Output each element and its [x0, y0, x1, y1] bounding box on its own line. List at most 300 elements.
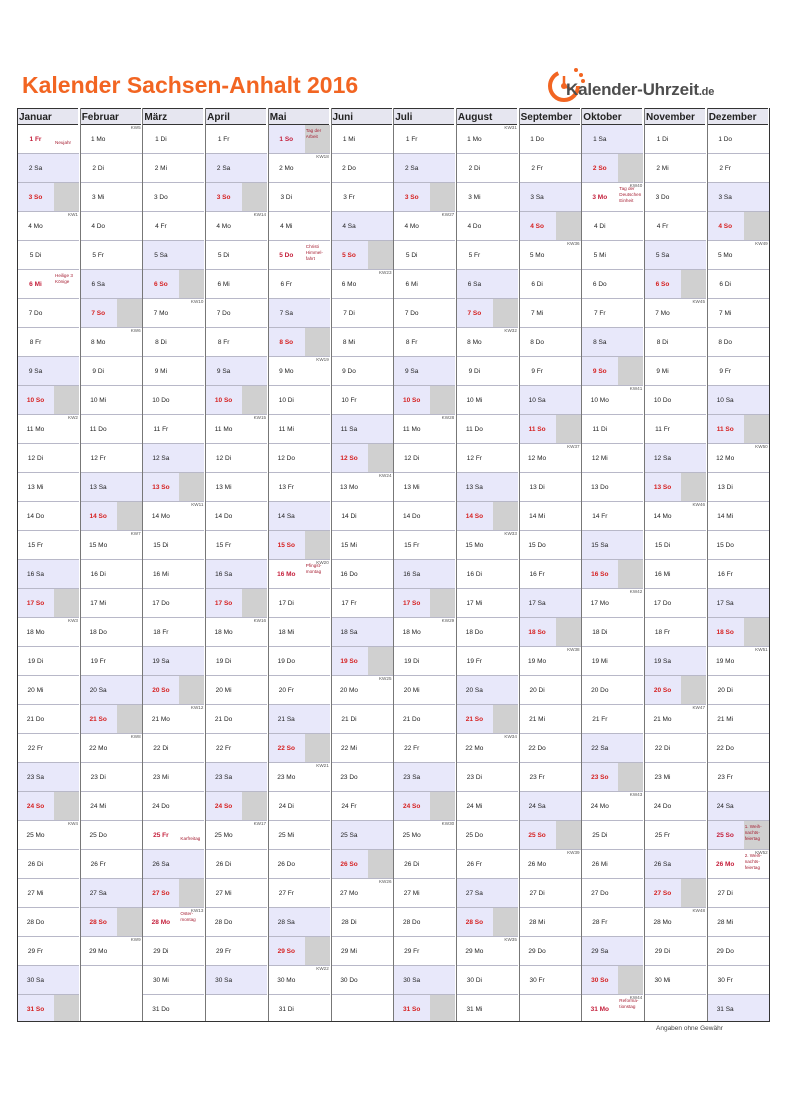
day-label: 22 Sa [581, 734, 618, 762]
day-label: 9 Mo [279, 367, 294, 375]
day-note-area [430, 473, 455, 501]
day-note-area [242, 705, 267, 733]
day-cell [142, 241, 204, 270]
day-note-area [493, 676, 518, 704]
day-note-area [54, 415, 79, 443]
week-number: KW40 [629, 183, 643, 188]
day-cell [205, 502, 267, 531]
day-cell [205, 937, 267, 966]
day-note-area [305, 531, 330, 559]
day-label: 24 Sa [707, 792, 744, 820]
week-number: KW19 [316, 357, 329, 362]
day-note-area [618, 299, 643, 327]
day-note-area [54, 937, 79, 965]
day-label: 6 Sa [456, 270, 493, 298]
day-note-area [430, 763, 455, 791]
day-note-area [54, 241, 79, 269]
day-label: 4 Do [467, 222, 482, 230]
column-divider [393, 108, 394, 1022]
day-label: 5 So [331, 241, 368, 269]
day-note-area [493, 357, 518, 385]
day-note-area [179, 531, 204, 559]
day-cell [707, 618, 769, 647]
day-note-area [179, 444, 204, 472]
day-note-area [305, 241, 330, 269]
day-note-area [242, 415, 267, 443]
day-note-area [117, 908, 142, 936]
day-label: 19 So [331, 647, 368, 675]
day-label: 25 Mo [402, 831, 421, 839]
week-number: KW7 [130, 531, 141, 536]
day-label: 23 Do [340, 773, 358, 781]
day-label: 2 Do [342, 164, 356, 172]
day-cell [519, 705, 581, 734]
day-label: 19 Mi [591, 657, 608, 665]
day-note-area [618, 212, 643, 240]
day-note-area [179, 502, 204, 530]
day-note-area [744, 386, 769, 414]
day-label: 16 Do [340, 570, 358, 578]
month-column [268, 108, 330, 1022]
day-cell [17, 415, 79, 444]
day-cell [581, 212, 643, 241]
day-note-area [618, 850, 643, 878]
day-label: 24 Sa [519, 792, 556, 820]
day-label: 12 Di [216, 454, 232, 462]
day-label: 1 Do [530, 135, 544, 143]
day-cell [205, 705, 267, 734]
day-label: 22 Di [153, 744, 169, 752]
day-cell [393, 183, 455, 212]
day-cell [393, 531, 455, 560]
day-note-area [179, 618, 204, 646]
day-note-area [54, 502, 79, 530]
day-label: 2 Sa [17, 154, 54, 182]
day-cell [456, 792, 518, 821]
day-label: 7 Do [28, 309, 43, 317]
day-label: 15 Mi [341, 541, 357, 549]
day-note-area [368, 966, 393, 994]
day-label: 20 So [142, 676, 179, 704]
grid-bottom-border [17, 1021, 770, 1022]
day-note-area [54, 647, 79, 675]
day-cell [644, 415, 706, 444]
day-note-area [242, 299, 267, 327]
day-label: 11 Mo [26, 425, 45, 433]
day-cell [205, 734, 267, 763]
day-cell [456, 995, 518, 1022]
day-cell [581, 647, 643, 676]
day-cell [456, 850, 518, 879]
day-label: 15 Fr [404, 541, 420, 549]
week-number: KW34 [504, 734, 517, 739]
day-cell [644, 734, 706, 763]
day-label: 13 Di [529, 483, 545, 491]
day-cell [331, 763, 393, 792]
day-label: 1 So [268, 125, 305, 153]
day-label: 15 So [268, 531, 305, 559]
day-note-area [556, 937, 581, 965]
day-note-area [368, 415, 393, 443]
day-label: 4 Mo [404, 222, 419, 230]
day-label: 28 Sa [268, 908, 305, 936]
day-label: 24 Di [278, 802, 294, 810]
column-divider [17, 108, 18, 1022]
day-cell [17, 183, 79, 212]
week-number: KW38 [567, 647, 580, 652]
day-note-area [242, 154, 267, 182]
day-label: 22 Mo [89, 744, 108, 752]
day-note-area [681, 125, 706, 153]
day-note-area [744, 850, 769, 878]
day-label: 23 Mo [277, 773, 296, 781]
day-label: 30 Mo [277, 976, 296, 984]
day-cell [142, 705, 204, 734]
day-note-area [117, 937, 142, 965]
day-note-area [242, 618, 267, 646]
day-note-area [117, 125, 142, 153]
day-cell [268, 560, 330, 589]
day-note-area [242, 850, 267, 878]
day-cell [268, 154, 330, 183]
day-note-area [368, 357, 393, 385]
day-label: 4 So [519, 212, 556, 240]
day-note-area [117, 241, 142, 269]
day-note-area [54, 734, 79, 762]
day-note-area [556, 676, 581, 704]
day-note-area [681, 734, 706, 762]
day-label: 26 Sa [142, 850, 179, 878]
day-cell [393, 357, 455, 386]
day-cell [331, 241, 393, 270]
day-note-area [556, 386, 581, 414]
day-note-area [54, 125, 79, 153]
day-cell [456, 734, 518, 763]
day-note-area [305, 995, 330, 1022]
day-cell [519, 299, 581, 328]
day-cell [17, 676, 79, 705]
week-number: KW6 [130, 328, 141, 333]
day-label: 9 Sa [205, 357, 242, 385]
day-label: 25 Do [89, 831, 107, 839]
day-cell [581, 560, 643, 589]
day-cell [707, 676, 769, 705]
day-label: 28 So [456, 908, 493, 936]
day-note-area [368, 705, 393, 733]
day-cell [80, 676, 142, 705]
day-label: 11 Mi [278, 425, 294, 433]
day-label: 12 Mi [591, 454, 608, 462]
day-label: 20 Mi [27, 686, 44, 694]
day-label: 14 Fr [592, 512, 608, 520]
day-label: 21 Di [341, 715, 357, 723]
day-note-area [368, 328, 393, 356]
day-label: 18 Fr [153, 628, 169, 636]
day-label: 21 Mo [653, 715, 672, 723]
month-column [80, 108, 142, 1022]
day-cell [393, 125, 455, 154]
day-note-area [368, 821, 393, 849]
day-cell [707, 444, 769, 473]
day-label: 21 Mo [151, 715, 170, 723]
day-note-area [368, 908, 393, 936]
day-cell [519, 589, 581, 618]
day-label: 23 Di [90, 773, 106, 781]
day-label: 8 Mo [467, 338, 482, 346]
day-label: 7 So [80, 299, 117, 327]
logo-wordmark [566, 80, 714, 100]
day-cell [331, 357, 393, 386]
day-cell [205, 647, 267, 676]
day-label: 10 Mi [466, 396, 483, 404]
day-label: 12 Mo [716, 454, 735, 462]
day-note-area [242, 473, 267, 501]
day-note-area [117, 618, 142, 646]
day-label: 17 Do [152, 599, 170, 607]
day-cell [644, 821, 706, 850]
day-note-area [430, 357, 455, 385]
day-cell [644, 357, 706, 386]
day-cell [205, 415, 267, 444]
day-cell [142, 966, 204, 995]
day-label: 5 Di [405, 251, 418, 259]
day-note-area [744, 908, 769, 936]
day-note-area [368, 618, 393, 646]
day-label: 27 Di [529, 889, 545, 897]
day-note-area [744, 792, 769, 820]
day-label: 13 Do [591, 483, 609, 491]
week-number: KW36 [567, 241, 580, 246]
day-cell [205, 299, 267, 328]
day-label: 5 Mi [593, 251, 606, 259]
month-header: Dezember [707, 108, 768, 125]
column-divider [519, 108, 520, 1022]
day-label: 30 Fr [529, 976, 545, 984]
day-note-area [242, 328, 267, 356]
day-note-area [681, 908, 706, 936]
day-cell [17, 444, 79, 473]
day-label: 11 Fr [655, 425, 670, 433]
week-number: KW24 [378, 473, 392, 478]
day-cell [581, 328, 643, 357]
day-note-area [430, 821, 455, 849]
day-label: 22 Do [716, 744, 734, 752]
day-note-area [54, 792, 79, 820]
day-cell [644, 531, 706, 560]
day-cell [17, 618, 79, 647]
day-note-area [305, 299, 330, 327]
day-label: 27 Sa [456, 879, 493, 907]
day-cell [707, 560, 769, 589]
day-cell [456, 908, 518, 937]
day-cell [644, 966, 706, 995]
day-label: 16 Sa [17, 560, 54, 588]
day-label: 30 Fr [717, 976, 733, 984]
day-note-area [179, 212, 204, 240]
day-note-area [744, 125, 769, 153]
day-cell [581, 444, 643, 473]
day-label: 7 Sa [268, 299, 305, 327]
day-note-area [744, 241, 769, 269]
day-note-area [242, 212, 267, 240]
day-cell [142, 908, 204, 937]
day-cell [581, 270, 643, 299]
day-cell [331, 212, 393, 241]
day-label: 6 So [142, 270, 179, 298]
day-note-area [493, 386, 518, 414]
day-label: 18 Do [89, 628, 107, 636]
day-label: 18 Fr [654, 628, 671, 636]
day-label: 22 Fr [27, 744, 44, 752]
day-label: 30 Sa [393, 966, 430, 994]
day-label: 16 Sa [205, 560, 242, 588]
week-number: KW17 [253, 821, 267, 826]
day-cell [456, 473, 518, 502]
day-cell [80, 270, 142, 299]
day-label: 31 So [17, 995, 54, 1022]
day-note-area [618, 618, 643, 646]
day-cell [205, 328, 267, 357]
day-label: 9 Fr [531, 367, 543, 375]
day-label: 11 Mo [402, 425, 421, 433]
day-note-area [368, 879, 393, 907]
day-cell [581, 299, 643, 328]
day-label: 16 Mi [654, 570, 671, 578]
day-cell [707, 589, 769, 618]
day-note-area [54, 444, 79, 472]
day-note-area [305, 589, 330, 617]
day-label: 23 Mi [152, 773, 169, 781]
holiday-name: Heilige 3 Könige [55, 273, 73, 284]
day-cell [644, 647, 706, 676]
day-cell [268, 734, 330, 763]
day-label: 20 Mi [215, 686, 232, 694]
day-note-area [430, 850, 455, 878]
day-cell [205, 676, 267, 705]
day-note-area [681, 937, 706, 965]
day-note-area [242, 879, 267, 907]
day-label: 10 Di [278, 396, 294, 404]
day-label: 15 Do [716, 541, 734, 549]
day-label: 4 Sa [331, 212, 368, 240]
day-cell [456, 937, 518, 966]
day-note-area [179, 328, 204, 356]
day-cell [519, 821, 581, 850]
day-cell [393, 154, 455, 183]
day-cell [644, 386, 706, 415]
day-cell [644, 502, 706, 531]
day-label: 20 Do [591, 686, 609, 694]
day-note-area [117, 705, 142, 733]
day-cell [17, 647, 79, 676]
week-number: KW37 [567, 444, 580, 449]
day-cell [519, 270, 581, 299]
day-note-area [681, 589, 706, 617]
day-note-area [117, 879, 142, 907]
day-note-area [54, 473, 79, 501]
day-cell [644, 473, 706, 502]
day-note-area [493, 473, 518, 501]
day-label: 5 Fr [92, 251, 104, 259]
day-note-area [681, 502, 706, 530]
week-number: KW41 [629, 386, 643, 391]
week-number: KW11 [191, 502, 204, 507]
day-cell [205, 792, 267, 821]
day-note-area [744, 676, 769, 704]
day-cell [142, 473, 204, 502]
day-note-area [368, 937, 393, 965]
day-note-area [179, 415, 204, 443]
week-number: KW43 [629, 792, 643, 797]
day-note-area [618, 444, 643, 472]
day-note-area [493, 444, 518, 472]
day-label: 25 Mo [26, 831, 45, 839]
day-label: 5 Sa [142, 241, 179, 269]
day-cell [331, 589, 393, 618]
day-cell [80, 241, 142, 270]
day-note-area [430, 908, 455, 936]
day-cell [519, 792, 581, 821]
month-column [581, 108, 643, 1022]
day-label: 31 Sa [707, 995, 744, 1022]
day-cell [456, 966, 518, 995]
day-label: 13 Mi [27, 483, 44, 491]
day-note-area [493, 937, 518, 965]
day-note-area [618, 647, 643, 675]
day-note-area [368, 154, 393, 182]
week-number: KW22 [316, 966, 329, 971]
day-cell [17, 705, 79, 734]
day-label: 13 Di [717, 483, 733, 491]
day-note-area [179, 966, 204, 994]
day-cell [142, 937, 204, 966]
day-note-area [242, 676, 267, 704]
day-cell [142, 560, 204, 589]
day-label: 6 So [644, 270, 681, 298]
day-cell [644, 879, 706, 908]
day-note-area [179, 879, 204, 907]
day-cell [456, 183, 518, 212]
day-label: 10 Mo [590, 396, 609, 404]
day-cell [707, 473, 769, 502]
day-cell [142, 386, 204, 415]
week-number: KW31 [504, 125, 517, 130]
week-number: KW25 [378, 676, 392, 681]
day-label: 10 So [393, 386, 430, 414]
day-label: 21 Do [214, 715, 233, 723]
day-note-area [618, 270, 643, 298]
day-cell [707, 821, 769, 850]
day-note-area [556, 705, 581, 733]
day-cell [581, 125, 643, 154]
day-note-area [744, 966, 769, 994]
year-calendar-grid [17, 108, 770, 1022]
day-note-area [681, 154, 706, 182]
day-note-area [54, 270, 79, 298]
day-note-area [54, 618, 79, 646]
day-note-area [117, 183, 142, 211]
day-note-area [556, 879, 581, 907]
month-header: März [142, 108, 203, 125]
day-label: 29 So [268, 937, 305, 965]
day-label: 14 Mi [529, 512, 546, 520]
day-label: 31 Mi [466, 1005, 483, 1013]
day-label: 30 Di [466, 976, 482, 984]
day-cell [268, 212, 330, 241]
day-cell [707, 502, 769, 531]
day-label: 5 Fr [468, 251, 481, 259]
day-label: 30 So [581, 966, 618, 994]
